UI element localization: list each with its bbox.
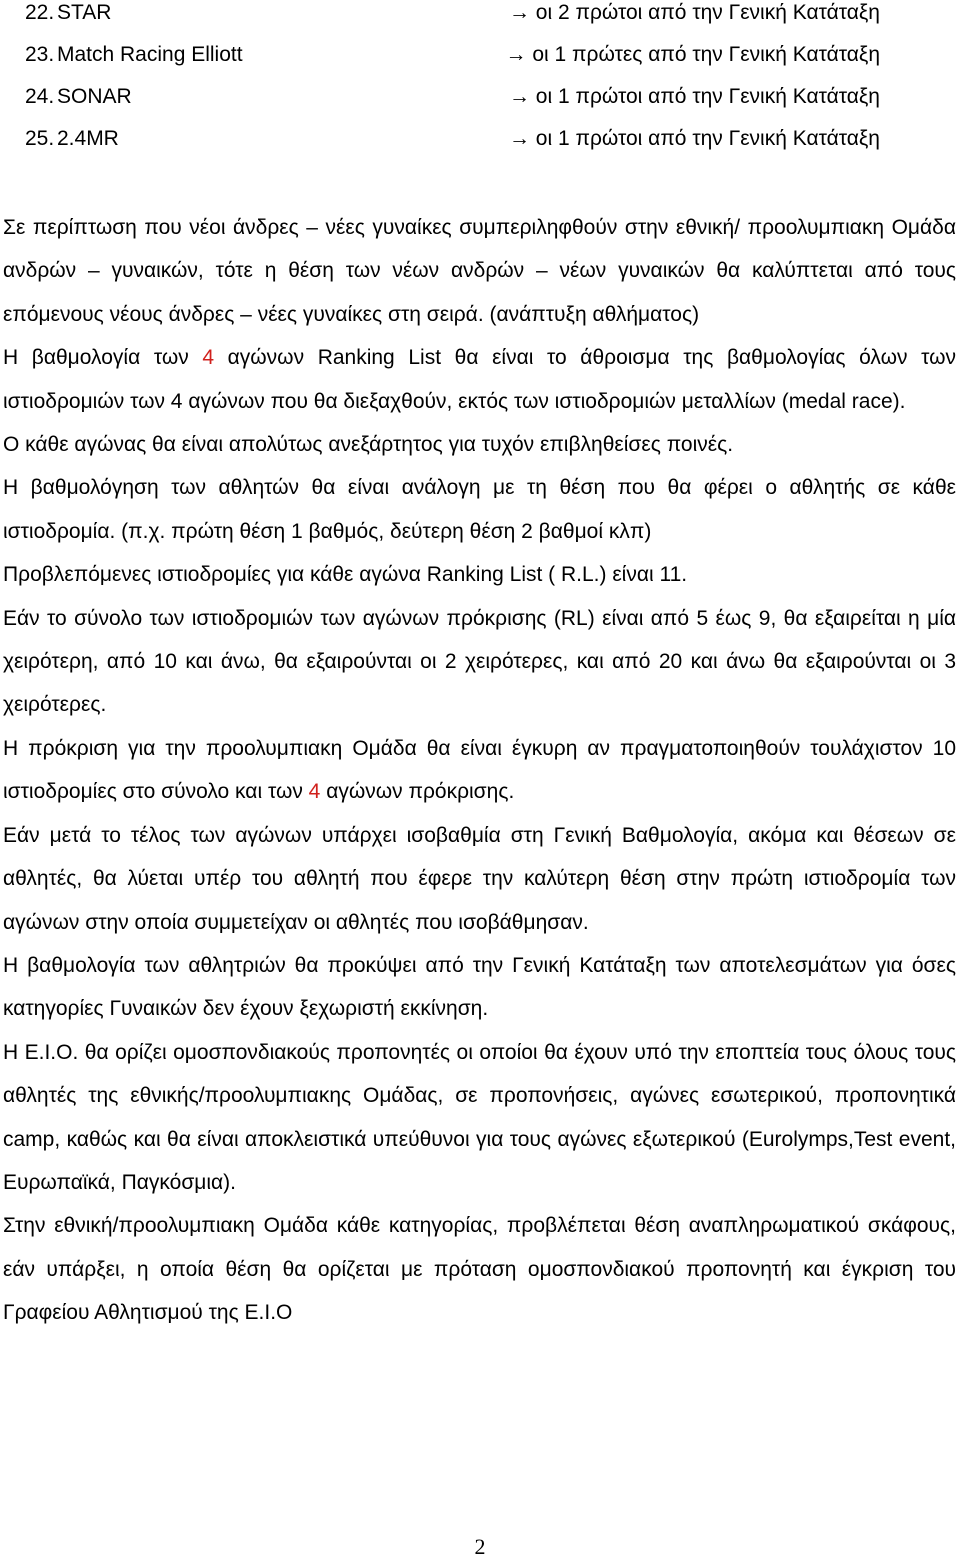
paragraph-women-scoring: Η βαθμολογία των αθλητριών θα προκύψει από την Γενική Κατάταξη των αποτελεσμάτων για όσες κατηγορίες Γυναικών δεν έχουν ξεχωριστή εκκίνηση. bbox=[3, 953, 956, 1021]
text-segment: Η πρόκριση για την προολυμπιακη Ομάδα θα είναι έγκυρη αν πραγματοποιηθούν τουλάχιστον 10 ιστιοδρομίες στο σύνολο και των bbox=[3, 736, 956, 804]
paragraph-penalties: Ο κάθε αγώνας θα είναι απολύτως ανεξάρτητος για τυχόν επιβληθείσες ποινές. bbox=[3, 433, 734, 457]
qualification-quota: → οι 2 πρώτοι από την Γενική Κατάταξη bbox=[508, 1, 880, 24]
body-text bbox=[3, 206, 956, 1335]
list-item bbox=[0, 34, 960, 76]
paragraph-tie-break: Εάν μετά το τέλος των αγώνων υπάρχει ισοβαθμία στη Γενική Βαθμολογία, ακόμα και θέσεων σε αθλητές, θα λύεται υπέρ του αθλητή που έφερε την καλύτερη θέση στην πρώτη ιστιοδρομία των αγώνων στην οποία συμμετείχαν οι αθλητές που ισοβάθμησαν. bbox=[3, 823, 956, 934]
highlighted-number: 4 bbox=[202, 346, 215, 370]
item-number: 24. bbox=[25, 85, 55, 108]
item-number: 22. bbox=[25, 1, 55, 24]
paragraph-reserve-boat: Στην εθνική/προολυμπιακη Ομάδα κάθε κατηγορίας, προβλέπεται θέση αναπληρωματικού σκάφους, εάν υπάρξει, η οποία θέση θα ορίζεται με πρόταση ομοσπονδιακού προπονητή και έγκριση του Γραφείου Αθλητισμού της Ε.Ι.Ο bbox=[3, 1214, 956, 1325]
text-segment: αγώνων Ranking List θα είναι το άθροισμα της βαθμολογίας όλων των ιστιοδρομιών των 4 αγώνων που θα διεξαχθούν, εκτός των ιστιοδρομιών μεταλλίων (medal race). bbox=[3, 346, 956, 413]
qualification-quota: → οι 1 πρώτες από την Γενική Κατάταξη bbox=[505, 43, 880, 66]
list-item bbox=[0, 76, 960, 118]
class-name: STAR bbox=[57, 1, 112, 24]
paragraph-ranking-scoring bbox=[3, 336, 956, 423]
text-segment: αγώνων πρόκρισης. bbox=[320, 780, 515, 804]
class-name: SONAR bbox=[57, 85, 132, 108]
qualification-quota: → οι 1 πρώτοι από την Γενική Κατάταξη bbox=[508, 85, 880, 108]
item-number: 23. bbox=[25, 43, 55, 66]
qualification-quota: → οι 1 πρώτοι από την Γενική Κατάταξη bbox=[508, 127, 880, 150]
paragraph-validity bbox=[3, 727, 956, 814]
highlighted-number: 4 bbox=[308, 780, 321, 804]
page-number: 2 bbox=[474, 1534, 486, 1559]
paragraph-federation-coaches: Η Ε.Ι.Ο. θα ορίζει ομοσπονδιακούς προπονητές οι οποίοι θα έχουν υπό την εποπτεία τους όλους τους αθλητές της εθνικής/προολυμπιακης Ομάδας, σε προπονήσεις, αγώνες εσωτερικού, προπονητικά camp, καθώς και θα είναι αποκλειστικά υπεύθυνοι για τους αγώνες εξωτερικού (Eurolymps,Test event, Ευρωπαϊκά, Παγκόσμια). bbox=[3, 1040, 956, 1194]
paragraph-discards: Εάν το σύνολο των ιστιοδρομιών των αγώνων πρόκρισης (RL) είναι από 5 έως 9, θα εξαιρείται η μία χειρότερη, από 10 και άνω, θα εξαιρούνται οι 2 χειρότερες, και από 20 και άνω θα εξαιρούνται οι 3 χειρότερες. bbox=[3, 606, 956, 717]
class-name: 2.4MR bbox=[57, 127, 119, 150]
paragraph-points-system: Η βαθμολόγηση των αθλητών θα είναι ανάλογη με τη θέση που θα φέρει ο αθλητής σε κάθε ιστιοδρομία. (π.χ. πρώτη θέση 1 βαθμός, δεύτερη θέση 2 βαθμοί κλπ) bbox=[3, 476, 956, 543]
list-item bbox=[0, 118, 960, 160]
class-name: Match Racing Elliott bbox=[57, 43, 243, 66]
text-segment: Η βαθμολογία των bbox=[3, 346, 203, 370]
paragraph-youth-replacement: Σε περίπτωση που νέοι άνδρες – νέες γυναίκες συμπεριληφθούν στην εθνική/ προολυμπιακη Ομάδα ανδρών – γυναικών, τότε η θέση των νέων ανδρών – νέων γυναικών θα καλύπτεται από τους επόμενους νέους άνδρες – νέες γυναίκες στη σειρά. (ανάπτυξη αθλήματος) bbox=[3, 216, 956, 326]
item-number: 25. bbox=[25, 127, 55, 150]
paragraph-scheduled-races: Προβλεπόμενες ιστιοδρομίες για κάθε αγώνα Ranking List ( R.L.) είναι 11. bbox=[3, 563, 688, 587]
class-quota-list bbox=[0, 0, 960, 160]
list-item bbox=[0, 0, 960, 34]
